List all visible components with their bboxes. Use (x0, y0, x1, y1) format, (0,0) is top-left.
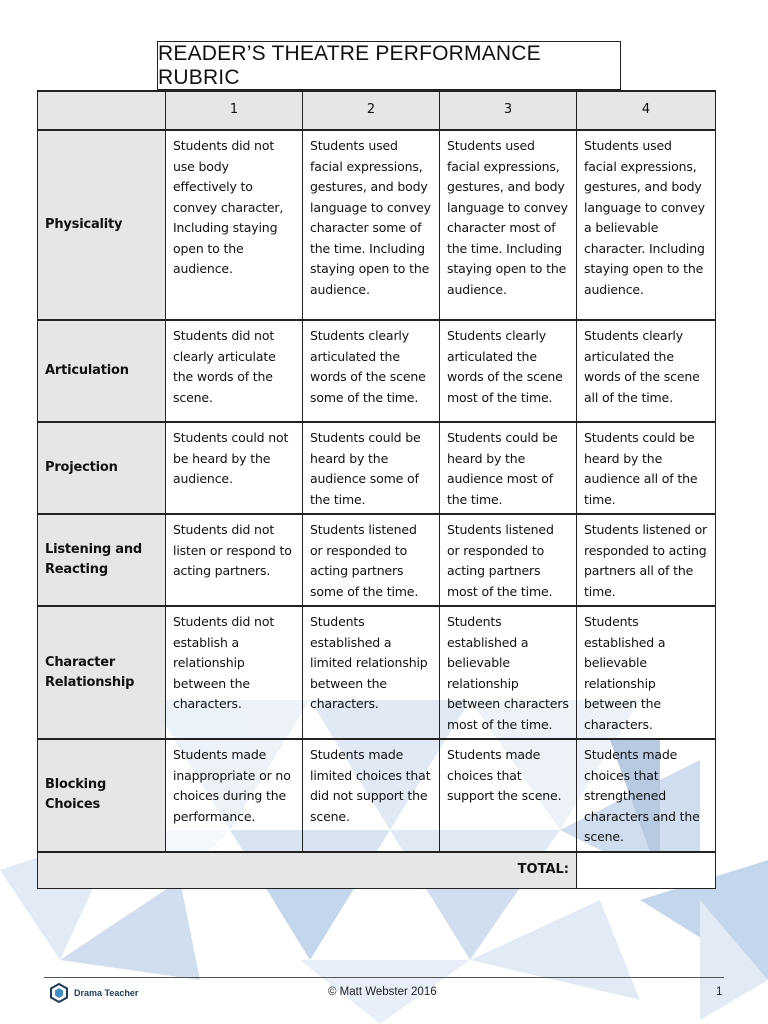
header-score-3: 3 (440, 91, 577, 130)
rubric-cell: Students used facial expressions, gestures, and body language to convey character some of the time. Including staying open to the audience. (303, 130, 440, 320)
total-label: TOTAL: (38, 852, 577, 889)
header-score-4: 4 (577, 91, 716, 130)
rubric-cell: Students made choices that support the scene. (440, 739, 577, 852)
row-articulation (38, 320, 716, 422)
header-criteria (38, 91, 166, 130)
rubric-cell: Students listened or responded to acting partners all of the time. (577, 514, 716, 606)
rubric-table (37, 90, 716, 889)
footer-divider (44, 977, 724, 978)
rubric-cell: Students established a believable relationship between the characters. (577, 606, 716, 739)
row-character-relationship (38, 606, 716, 739)
logo-text: Drama Teacher (74, 988, 139, 998)
rubric-cell: Students did not clearly articulate the words of the scene. (166, 320, 303, 422)
criterion-label: Listening and Reacting (38, 514, 166, 606)
rubric-cell: Students established a limited relationship between the characters. (303, 606, 440, 739)
row-blocking-choices (38, 739, 716, 852)
rubric-cell: Students did not use body effectively to convey character, Including staying open to the audience. (166, 130, 303, 320)
rubric-cell: Students clearly articulated the words of the scene all of the time. (577, 320, 716, 422)
criterion-label: Physicality (38, 130, 166, 320)
row-listening-reacting (38, 514, 716, 606)
total-row (38, 852, 716, 889)
header-score-2: 2 (303, 91, 440, 130)
page-title: READER’S THEATRE PERFORMANCE RUBRIC (157, 41, 621, 90)
rubric-cell: Students listened or responded to acting partners most of the time. (440, 514, 577, 606)
rubric-cell: Students clearly articulated the words of the scene some of the time. (303, 320, 440, 422)
rubric-cell: Students made limited choices that did not support the scene. (303, 739, 440, 852)
rubric-cell: Students made choices that strengthened characters and the scene. (577, 739, 716, 852)
rubric-cell: Students established a believable relationship between characters most of the time. (440, 606, 577, 739)
page-number: 1 (716, 986, 723, 998)
rubric-cell: Students used facial expressions, gestures, and body language to convey a believable character. Including staying open to the audience. (577, 130, 716, 320)
header-row (38, 91, 716, 130)
hexagon-logo-icon (50, 983, 68, 1003)
criterion-label: Articulation (38, 320, 166, 422)
rubric-cell: Students listened or responded to acting partners some of the time. (303, 514, 440, 606)
rubric-cell: Students could be heard by the audience all of the time. (577, 422, 716, 514)
rubric-cell: Students used facial expressions, gestures, and body language to convey character most of the time. Including staying open to the audience. (440, 130, 577, 320)
total-value-field[interactable] (577, 852, 716, 889)
rubric-cell: Students clearly articulated the words of the scene most of the time. (440, 320, 577, 422)
rubric-cell: Students could not be heard by the audience. (166, 422, 303, 514)
footer-logo (50, 983, 138, 1003)
rubric-cell: Students did not listen or respond to acting partners. (166, 514, 303, 606)
criterion-label: Character Relationship (38, 606, 166, 739)
header-score-1: 1 (166, 91, 303, 130)
footer-copyright: © Matt Webster 2016 (328, 986, 437, 998)
criterion-label: Blocking Choices (38, 739, 166, 852)
row-physicality (38, 130, 716, 320)
criterion-label: Projection (38, 422, 166, 514)
rubric-cell: Students could be heard by the audience most of the time. (440, 422, 577, 514)
row-projection (38, 422, 716, 514)
rubric-cell: Students did not establish a relationship between the characters. (166, 606, 303, 739)
rubric-cell: Students made inappropriate or no choices during the performance. (166, 739, 303, 852)
rubric-cell: Students could be heard by the audience some of the time. (303, 422, 440, 514)
